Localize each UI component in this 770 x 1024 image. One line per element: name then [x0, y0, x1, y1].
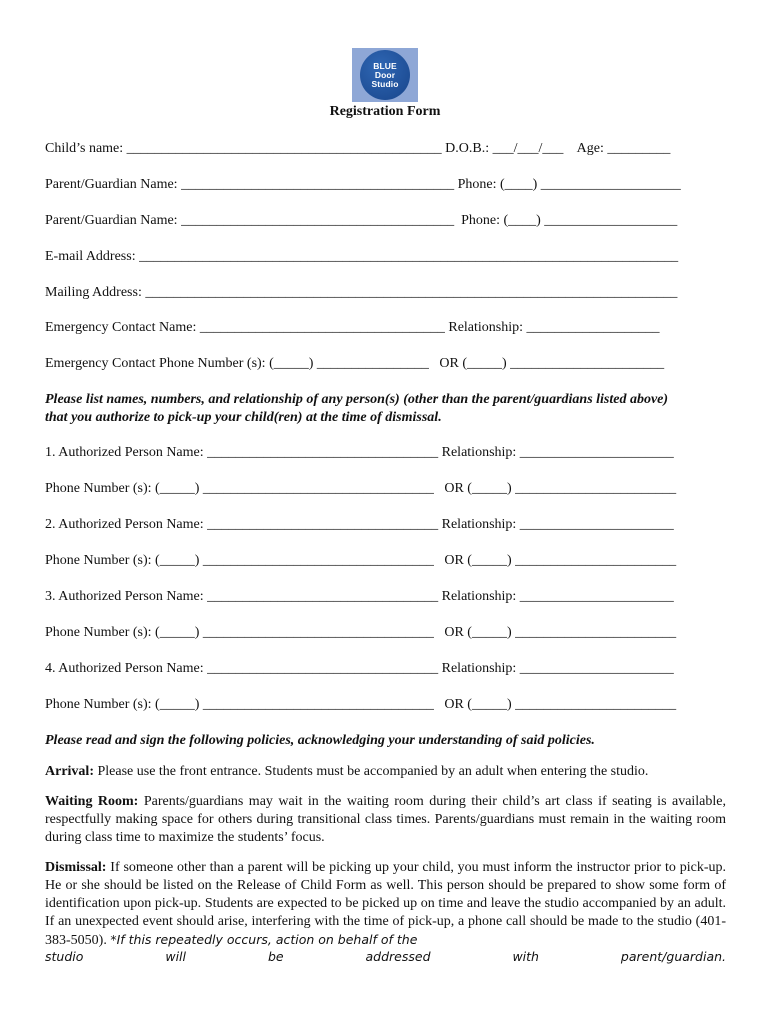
authorized-person-3-name-field[interactable]: 3. Authorized Person Name: _________________________________ Relationship: ______________________	[45, 589, 674, 604]
dismissal-word: be	[267, 949, 284, 964]
parent-guardian-2-field[interactable]: Parent/Guardian Name: _______________________________________ Phone: (____) ___________________	[45, 213, 678, 228]
form-title: Registration Form	[329, 104, 441, 119]
logo-text-line2: Door	[374, 69, 396, 80]
logo-circle	[360, 50, 410, 100]
authorized-person-2-phone-field[interactable]: Phone Number (s): (_____) _________________________________ OR (_____) _______________________	[45, 553, 677, 568]
logo-text-line1: BLUE	[373, 60, 397, 71]
waiting-room-label: Waiting Room:	[45, 794, 139, 809]
parent-guardian-1-field[interactable]: Parent/Guardian Name: _______________________________________ Phone: (____) ____________________	[45, 177, 681, 192]
dismissal-italic-note: *If this repeatedly occurs, action on behalf of the	[110, 932, 418, 947]
dismissal-word: with	[512, 949, 539, 964]
emergency-contact-phone-field[interactable]: Emergency Contact Phone Number (s): (_____) ________________ OR (_____) ______________________	[45, 356, 665, 371]
email-field[interactable]: E-mail Address: _____________________________________________________________________________	[45, 249, 679, 264]
dismissal-word: addressed	[365, 949, 431, 964]
mailing-address-field[interactable]: Mailing Address: ____________________________________________________________________________	[45, 285, 678, 300]
authorized-person-4-name-field[interactable]: 4. Authorized Person Name: _________________________________ Relationship: ______________________	[45, 661, 674, 676]
arrival-policy	[45, 763, 726, 781]
dismissal-last-line	[45, 949, 726, 964]
studio-logo	[352, 48, 418, 102]
policies-intro: Please read and sign the following policies, acknowledging your understanding of said policies.	[45, 733, 595, 748]
waiting-room-policy	[45, 793, 726, 847]
arrival-text: Please use the front entrance. Students must be accompanied by an adult when entering the studio.	[93, 764, 649, 779]
logo-text-line3: Studio	[371, 78, 399, 89]
dismissal-word: studio	[45, 949, 84, 964]
waiting-room-text: Parents/guardians may wait in the waiting room during their child’s art class if seating is available, respectfully making space for others during transitional class times. Parents/guardians must remain in the waiting room during class time to maximize the students’ focus.	[45, 794, 727, 845]
dismissal-word: parent/guardian.	[620, 949, 726, 964]
authorized-person-4-phone-field[interactable]: Phone Number (s): (_____) _________________________________ OR (_____) _______________________	[45, 697, 677, 712]
authorized-instruction-line2: that you authorize to pick-up your child(ren) at the time of dismissal.	[45, 410, 442, 425]
arrival-label: Arrival:	[45, 764, 94, 779]
emergency-contact-name-field[interactable]: Emergency Contact Name: ___________________________________ Relationship: ___________________	[45, 320, 660, 335]
child-name-field[interactable]: Child’s name: _____________________________________________ D.O.B.: ___/___/___ Age: _________	[45, 141, 671, 156]
authorized-instruction-line1: Please list names, numbers, and relationship of any person(s) (other than the parent/guardians listed above)	[45, 392, 669, 407]
dismissal-text: If someone other than a parent will be picking up your child, you must inform the instructor prior to pick-up. He or she should be listed on the Release of Child Form as well. This person should be prepared to show some form of identification upon pick-up. Students are expected to be picked up on time and leave the studio accompanied by an adult. If an unexpected event should arise, interfering with the time of pick-up, a phone call should be made to the studio (401-383-5050).	[45, 860, 726, 948]
authorized-person-2-name-field[interactable]: 2. Authorized Person Name: _________________________________ Relationship: ______________________	[45, 517, 674, 532]
authorized-person-3-phone-field[interactable]: Phone Number (s): (_____) _________________________________ OR (_____) _______________________	[45, 625, 677, 640]
authorized-person-1-phone-field[interactable]: Phone Number (s): (_____) _________________________________ OR (_____) _______________________	[45, 481, 677, 496]
authorized-person-1-name-field[interactable]: 1. Authorized Person Name: _________________________________ Relationship: ______________________	[45, 445, 674, 460]
dismissal-word: will	[165, 949, 186, 964]
dismissal-policy	[45, 859, 726, 950]
dismissal-label: Dismissal:	[45, 860, 107, 875]
